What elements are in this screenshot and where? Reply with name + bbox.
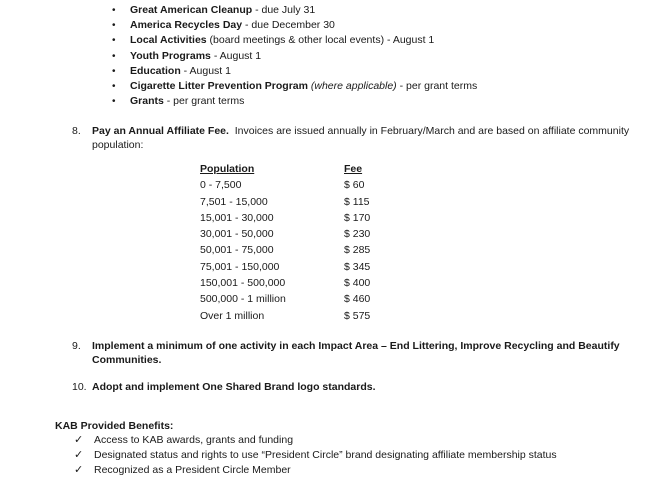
list-item bbox=[112, 64, 632, 79]
population-cell: 500,000 - 1 million bbox=[200, 293, 286, 306]
list-item bbox=[112, 94, 632, 109]
list-item bbox=[112, 3, 632, 18]
item-body bbox=[92, 124, 632, 152]
benefits-title: KAB Provided Benefits: bbox=[55, 420, 174, 432]
bullet-title: Cigarette Litter Prevention Program bbox=[130, 79, 308, 92]
bullet-title: Local Activities bbox=[130, 34, 207, 47]
list-item bbox=[74, 448, 557, 463]
benefits-list bbox=[74, 433, 557, 479]
fee-cell: $ 230 bbox=[344, 228, 371, 241]
table-row bbox=[200, 309, 404, 325]
population-cell: 150,001 - 500,000 bbox=[200, 277, 286, 290]
bullet-detail: - August 1 bbox=[210, 49, 262, 62]
checkmark-icon: ✓ bbox=[74, 464, 84, 477]
table-header-row bbox=[200, 162, 404, 178]
requirement-item-9 bbox=[72, 339, 632, 367]
table-row bbox=[200, 211, 404, 227]
bullet-title: America Recycles Day bbox=[130, 19, 243, 32]
checkmark-icon: ✓ bbox=[74, 434, 84, 446]
population-cell: 75,001 - 150,000 bbox=[200, 260, 280, 273]
item-number: 8. bbox=[72, 125, 81, 137]
fee-cell: $ 285 bbox=[344, 244, 371, 257]
population-cell: Over 1 million bbox=[200, 309, 265, 322]
bullet-icon: • bbox=[112, 20, 116, 32]
list-item bbox=[112, 79, 632, 94]
item-heading: Implement a minimum of one activity in each Impact Area – End Littering, Improve Recycling and Beautify Communities. bbox=[92, 340, 620, 367]
fee-cell: $ 115 bbox=[344, 195, 370, 208]
bullet-icon: • bbox=[112, 50, 116, 62]
bullet-icon: • bbox=[112, 35, 116, 47]
fee-cell: $ 575 bbox=[344, 309, 371, 322]
table-row bbox=[200, 178, 404, 194]
affiliate-fee-table bbox=[200, 162, 404, 325]
bullet-detail: - per grant terms bbox=[163, 95, 245, 108]
fee-cell: $ 345 bbox=[344, 260, 371, 273]
bullet-detail: - August 1 bbox=[180, 64, 231, 77]
bullet-title: Education bbox=[130, 64, 181, 77]
table-row bbox=[200, 227, 404, 243]
table-row bbox=[200, 243, 404, 259]
list-item bbox=[112, 49, 632, 64]
item-number: 10. bbox=[72, 381, 87, 393]
population-cell: 15,001 - 30,000 bbox=[200, 211, 274, 224]
bullet-title: Great American Cleanup bbox=[130, 4, 253, 16]
bullet-detail: - per grant terms bbox=[396, 79, 478, 92]
item-heading: Pay an Annual Affiliate Fee. bbox=[92, 125, 229, 137]
fee-cell: $ 60 bbox=[344, 179, 365, 192]
bullet-icon: • bbox=[112, 96, 116, 108]
checkmark-icon: ✓ bbox=[74, 449, 84, 462]
benefit-text: Recognized as a President Circle Member bbox=[94, 464, 291, 477]
table-row bbox=[200, 260, 404, 276]
fee-cell: $ 460 bbox=[344, 293, 371, 306]
fee-header: Fee bbox=[344, 163, 363, 175]
bullet-title: Grants bbox=[130, 95, 164, 108]
bullet-icon: • bbox=[112, 5, 116, 16]
list-item bbox=[112, 33, 632, 48]
bullet-detail: - due December 30 bbox=[242, 19, 335, 32]
benefit-text: Designated status and rights to use “President Circle” brand designating affiliate membership status bbox=[94, 449, 557, 462]
fee-cell: $ 170 bbox=[344, 211, 371, 224]
requirement-item-8 bbox=[72, 124, 632, 152]
item-number: 9. bbox=[72, 340, 81, 352]
item-text: Invoices are issued annually in February/March and are based on affiliate community population: bbox=[92, 125, 633, 152]
population-cell: 50,001 - 75,000 bbox=[200, 244, 274, 257]
requirement-item-10 bbox=[72, 380, 632, 394]
fee-cell: $ 400 bbox=[344, 277, 371, 290]
deadline-bullet-list bbox=[112, 3, 632, 109]
bullet-note: (where applicable) bbox=[307, 79, 397, 92]
bullet-icon: • bbox=[112, 80, 116, 92]
table-row bbox=[200, 292, 404, 308]
bullet-detail: - due July 31 bbox=[252, 4, 316, 16]
bullet-detail: (board meetings & other local events) - August 1 bbox=[206, 34, 435, 47]
population-cell: 30,001 - 50,000 bbox=[200, 228, 274, 241]
list-item bbox=[74, 463, 557, 478]
list-item bbox=[112, 18, 632, 33]
bullet-title: Youth Programs bbox=[130, 49, 211, 62]
bullet-icon: • bbox=[112, 65, 116, 77]
table-row bbox=[200, 276, 404, 292]
item-heading: Adopt and implement One Shared Brand logo standards. bbox=[92, 381, 376, 393]
population-cell: 0 - 7,500 bbox=[200, 179, 242, 192]
table-row bbox=[200, 195, 404, 211]
population-cell: 7,501 - 15,000 bbox=[200, 195, 268, 208]
population-header: Population bbox=[200, 163, 255, 175]
list-item bbox=[74, 433, 557, 448]
benefit-text: Access to KAB awards, grants and funding bbox=[94, 434, 294, 446]
